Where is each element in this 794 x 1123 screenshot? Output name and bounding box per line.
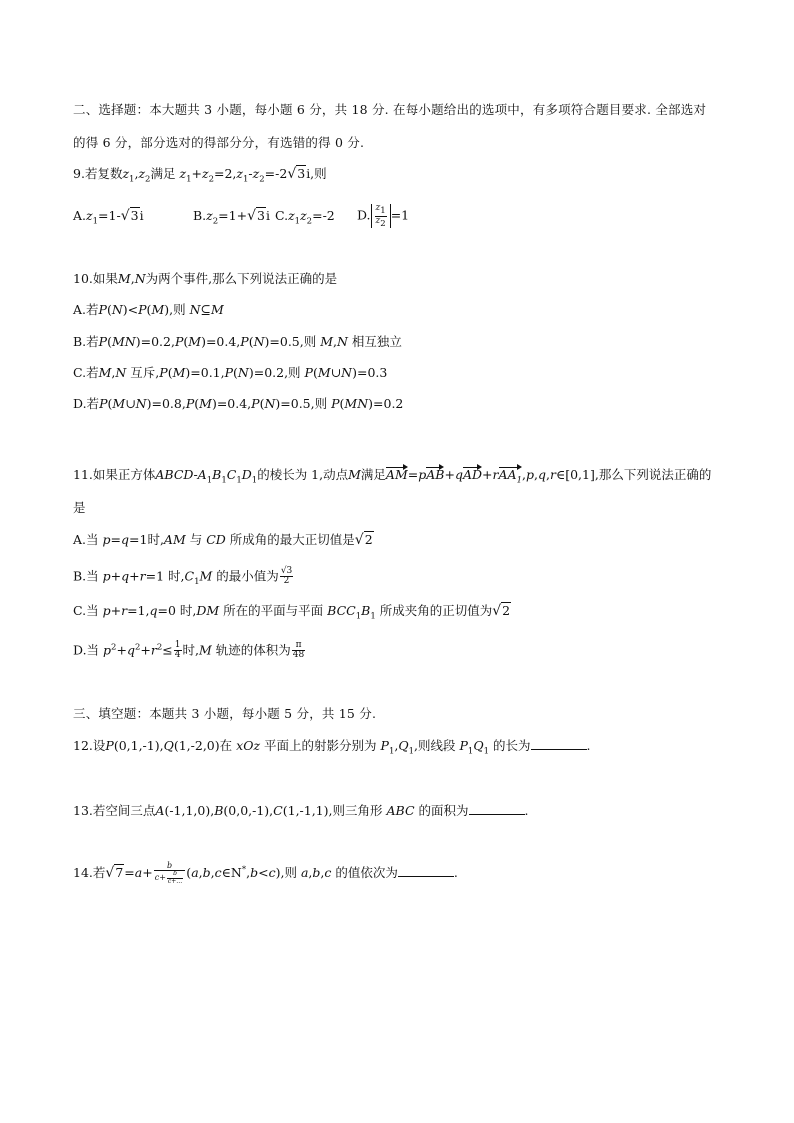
section2-heading-line1: 二、选择题：本大题共 3 小题，每小题 6 分，共 18 分. 在每小题给出的选项中，有多项符合题目要求. 全部选对 <box>73 102 707 117</box>
question-11-stem: 11.如果正方体ABCD-$A_1B_1C_1D_1$的棱长为 1,动点M满足AM=pAB+qAD+rAA$_1$,p,q,r∈[0,1],那么下列说法正确的 <box>73 467 712 486</box>
question-12: 12.设P(0,1,-1),Q(1,-2,0)在 xOz 平面上的射影分别为 $P_1,Q_1$,则线段 $P_1Q_1$ 的长为 . <box>73 738 591 757</box>
question-10-option-d: D.若P(M∪N)=0.8,P(M)=0.4,P(N)=0.5,则 P(MN)=0.2 <box>73 396 404 411</box>
question-10-option-b: B.若P(MN)=0.2,P(M)=0.4,P(N)=0.5,则 M,N 相互独立 <box>73 334 402 349</box>
question-9-stem: 9.若复数$z_1,z_2$满足 $z_1+z_2=2,z_1-z_2=-2√3i$,则 <box>73 166 327 185</box>
question-11-option-d: D.当 $p^2+q^2+r^2\le$ $\frac{1}{4}$ 时,M 轨迹的体积为 $\frac{\pi}{48}$ <box>73 640 305 661</box>
question-11-option-c: C.当 p+r=1,q=0 时,DM 所在的平面与平面 $BCC_1B_1$ 所成夹角的正切值为√2 <box>73 603 511 622</box>
question-11-option-b: B.当 p+q+r=1 时$,C_1M$ 的最小值为 $\frac{√3}{2}$ <box>73 566 293 587</box>
question-10-option-a: A.若P(N)<P(M),则 N⊆M <box>73 302 224 317</box>
q9-option-b: $B.z_2=1+√3i$ <box>192 207 270 227</box>
section3-heading: 三、填空题：本题共 3 小题，每小题 5 分，共 15 分. <box>73 706 377 721</box>
question-11-option-a: A.当 p=q=1时,AM 与 CD 所成角的最大正切值是√2 <box>73 532 373 548</box>
q9-option-d: D. $\frac{z_1}{z_2}$ =1 <box>356 203 410 229</box>
question-14: 14.若√7=a+ b c+ $\frac{b}{c+\dots}$ (a,b,c∈N*,b<c),则 a,b,c 的值依次为 . <box>73 861 458 885</box>
q9-option-a: $A.z_1=1-√3i$ <box>73 207 144 227</box>
section2-heading-line2: 的得 6 分，部分选对的得部分分，有选错的得 0 分. <box>73 135 365 150</box>
question-10-stem: 10.如果M,N为两个事件,那么下列说法正确的是 <box>73 271 338 286</box>
question-13: 13.若空间三点A(-1,1,0),B(0,0,-1),C(1,-1,1),则三角形 ABC 的面积为 . <box>73 803 529 818</box>
q9-option-c: $C.z_1z_2=-2$ <box>274 207 335 227</box>
question-9-options <box>73 204 409 228</box>
question-11-stem-line2: 是 <box>73 500 86 515</box>
question-10-option-c: C.若M,N 互斥,P(M)=0.1,P(N)=0.2,则 P(M∪N)=0.3 <box>73 365 388 380</box>
